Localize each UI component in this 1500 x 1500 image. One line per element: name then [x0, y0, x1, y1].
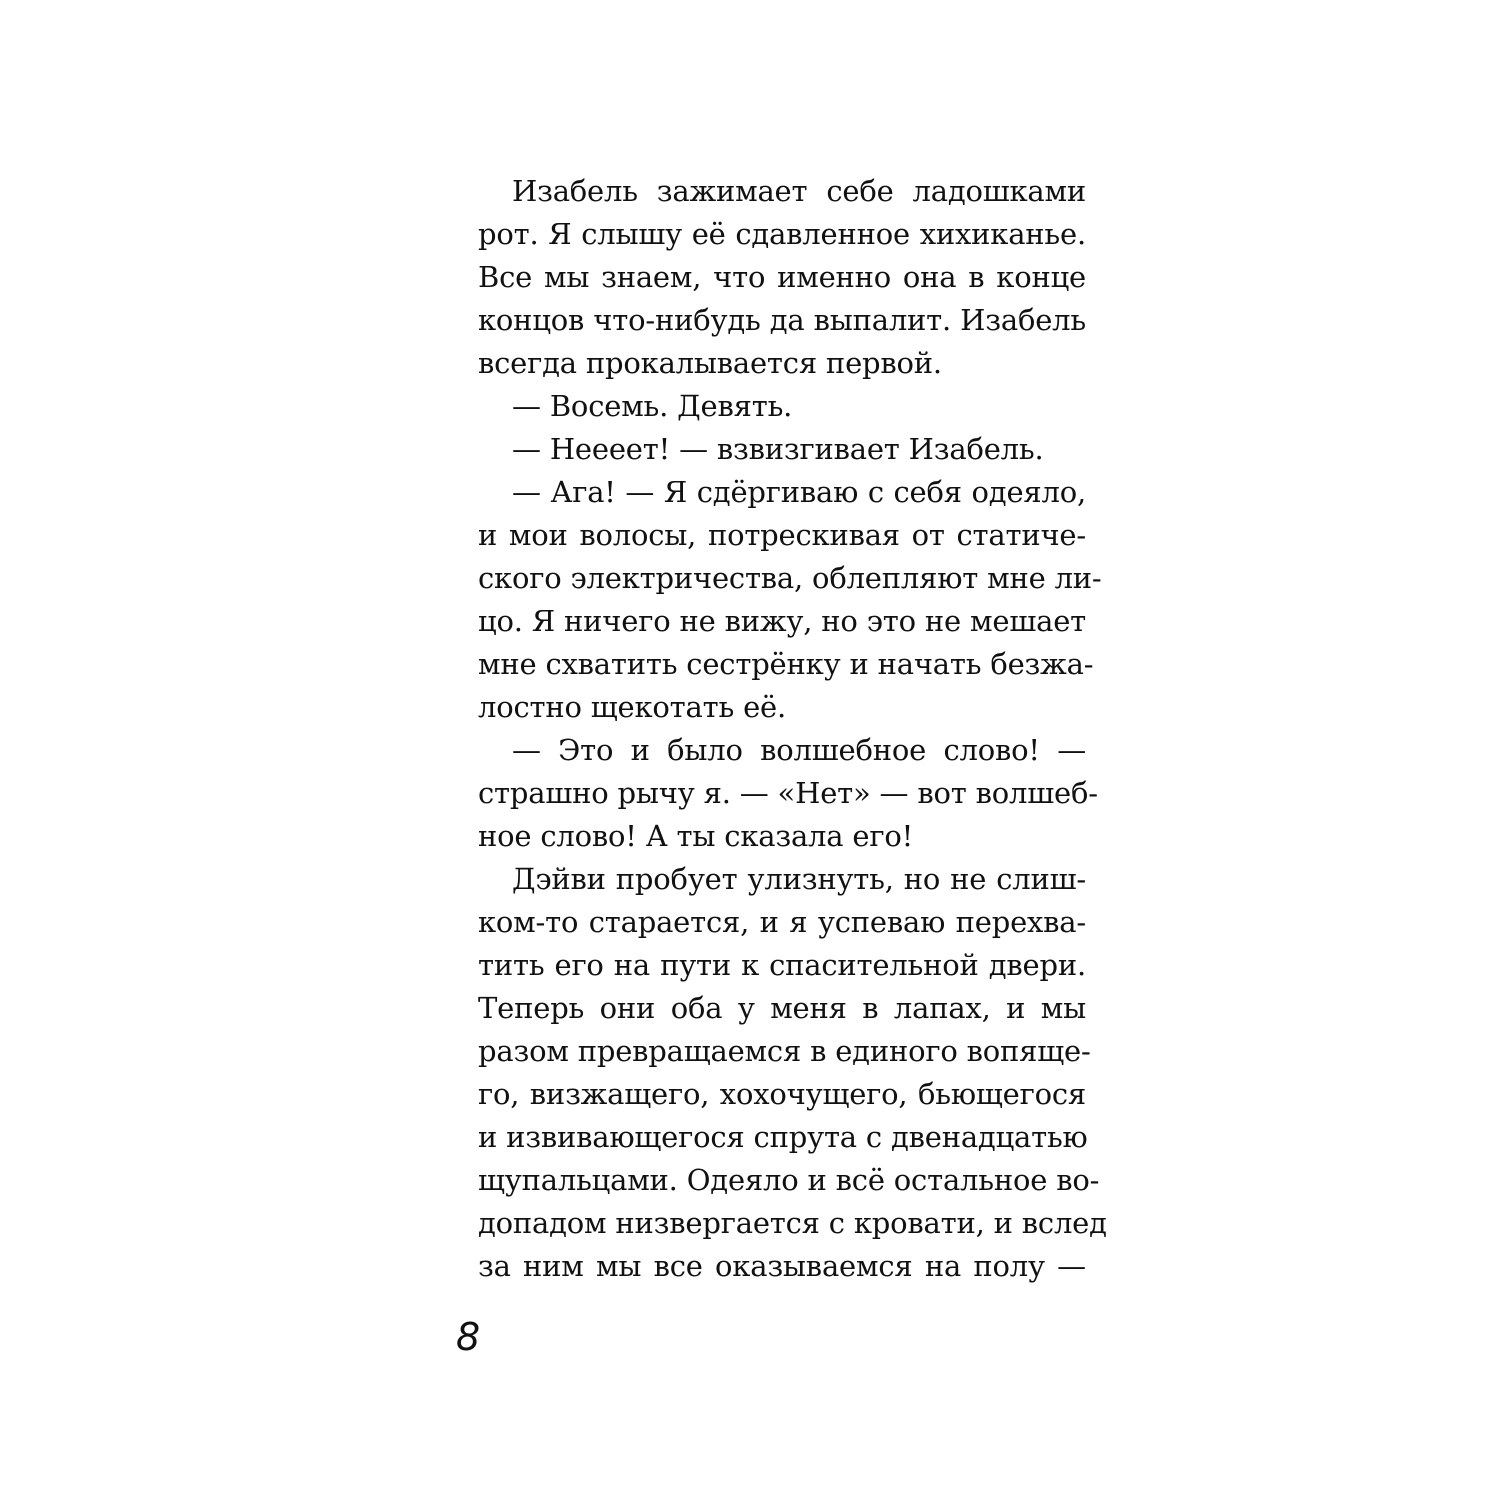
- text-line: разом превращаемся в единого вопяще-: [478, 1034, 1091, 1068]
- text-line: страшно рычу я. — «Нет» — вот волшеб-: [478, 776, 1098, 810]
- text-line: — Это и было волшебное слово! —: [512, 733, 1086, 767]
- text-line: Изабель зажимает себе ладошками: [512, 174, 1086, 208]
- text-line: и мои волосы, потрескивая от статиче-: [478, 518, 1086, 552]
- text-line: Все мы знаем, что именно она в конце: [478, 260, 1086, 294]
- text-line: — Восемь. Девять.: [512, 389, 793, 423]
- text-line: и извивающегося спрута с двенадцатью: [478, 1120, 1088, 1154]
- text-line: Дэйви пробует улизнуть, но не слиш-: [512, 862, 1086, 896]
- page-number: 8: [456, 1315, 481, 1359]
- text-line: цо. Я ничего не вижу, но это не мешает: [478, 604, 1086, 638]
- text-line: лостно щекотать её.: [478, 690, 787, 724]
- text-line: Теперь они оба у меня в лапах, и мы: [478, 991, 1086, 1025]
- text-line: допадом низвергается с кровати, и вслед: [478, 1206, 1107, 1240]
- body-text: [478, 170, 1107, 1288]
- text-line: мне схватить сестрёнку и начать безжа-: [478, 647, 1094, 681]
- text-line: ное слово! А ты сказала его!: [478, 819, 914, 853]
- text-line: — Ага! — Я сдёргиваю с себя одеяло,: [512, 475, 1086, 509]
- text-line: всегда прокалывается первой.: [478, 346, 942, 380]
- text-line: щупальцами. Одеяло и всё остальное во-: [478, 1163, 1100, 1197]
- text-line: ского электричества, облепляют мне ли-: [478, 561, 1102, 595]
- text-line: рот. Я слышу её сдавленное хихиканье.: [478, 217, 1086, 251]
- text-line: — Нееeет! — взвизгивает Изабель.: [512, 432, 1044, 466]
- text-line: тить его на пути к спасительной двери.: [478, 948, 1086, 982]
- text-line: концов что-нибудь да выпалит. Изабель: [478, 303, 1086, 337]
- text-line: ком-то старается, и я успеваю перехва-: [478, 905, 1086, 939]
- text-line: за ним мы все оказываемся на полу —: [478, 1249, 1086, 1283]
- text-line: го, визжащего, хохочущего, бьющегося: [478, 1077, 1086, 1111]
